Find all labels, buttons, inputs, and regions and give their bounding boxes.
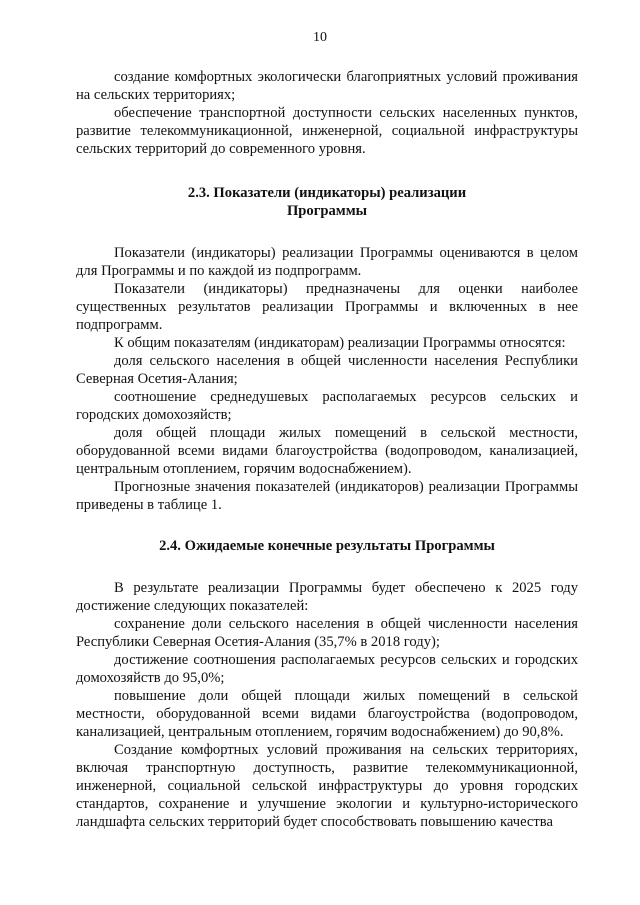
intro-paragraph-1: создание комфортных экологически благоприятных условий проживания на сельских территориях;	[76, 69, 578, 103]
s1-paragraph-2: Показатели (индикаторы) предназначены для оценки наиболее существенных результатов реализации Программы и включенных в нее подпрограмм.	[76, 281, 578, 333]
s2-paragraph-5: Создание комфортных условий проживания на сельских территориях, включая транспортную доступность, развитие телекоммуникационной, инженерной, социальной сельской инфраструктуры до уровня городских стандартов, сохранение и улучшение экологии и культурно-исторического ландшафта сельских территорий будет способствовать повышению качества	[76, 742, 578, 830]
section-heading-2-3	[76, 184, 578, 220]
intro-paragraph-2: обеспечение транспортной доступности сельских населенных пунктов, развитие телекоммуникационной, инженерной, социальной инфраструктуры сельских территорий до современного уровня.	[76, 105, 578, 157]
s1-paragraph-1: Показатели (индикаторы) реализации Программы оцениваются в целом для Программы и по каждой из подпрограмм.	[76, 245, 578, 279]
section-heading-2-4	[76, 537, 578, 555]
section-heading-2-4-text: 2.4. Ожидаемые конечные результаты Программы	[159, 538, 495, 554]
page-body	[76, 68, 578, 831]
s2-paragraph-1: В результате реализации Программы будет обеспечено к 2025 году достижение следующих показателей:	[76, 580, 578, 614]
s1-paragraph-3: К общим показателям (индикаторам) реализации Программы относятся:	[114, 335, 566, 351]
section-heading-2-3-line2: Программы	[286, 203, 368, 219]
s1-paragraph-5: соотношение среднедушевых располагаемых ресурсов сельских и городских домохозяйств;	[76, 389, 578, 423]
page-number: 10	[313, 30, 327, 45]
s2-paragraph-2: сохранение доли сельского населения в общей численности населения Республики Северная Осетия-Алания (35,7% в 2018 году);	[76, 616, 578, 650]
section-heading-2-3-line1: 2.3. Показатели (индикаторы) реализации	[187, 185, 467, 201]
s1-paragraph-4: доля сельского населения в общей численности населения Республики Северная Осетия-Алания;	[76, 353, 578, 387]
s2-paragraph-3: достижение соотношения располагаемых ресурсов сельских и городских домохозяйств до 95,0%;	[76, 652, 578, 686]
s1-paragraph-6: доля общей площади жилых помещений в сельской местности, оборудованной всеми видами благоустройства (водопроводом, канализацией, центральным отоплением, горячим водоснабжением).	[76, 425, 578, 477]
s2-paragraph-4: повышение доли общей площади жилых помещений в сельской местности, оборудованной всеми видами благоустройства (водопроводом, канализацией, центральным отоплением, горячим водоснабжением) до 90,8%.	[76, 688, 578, 740]
s1-paragraph-7: Прогнозные значения показателей (индикаторов) реализации Программы приведены в таблице 1.	[76, 479, 578, 513]
